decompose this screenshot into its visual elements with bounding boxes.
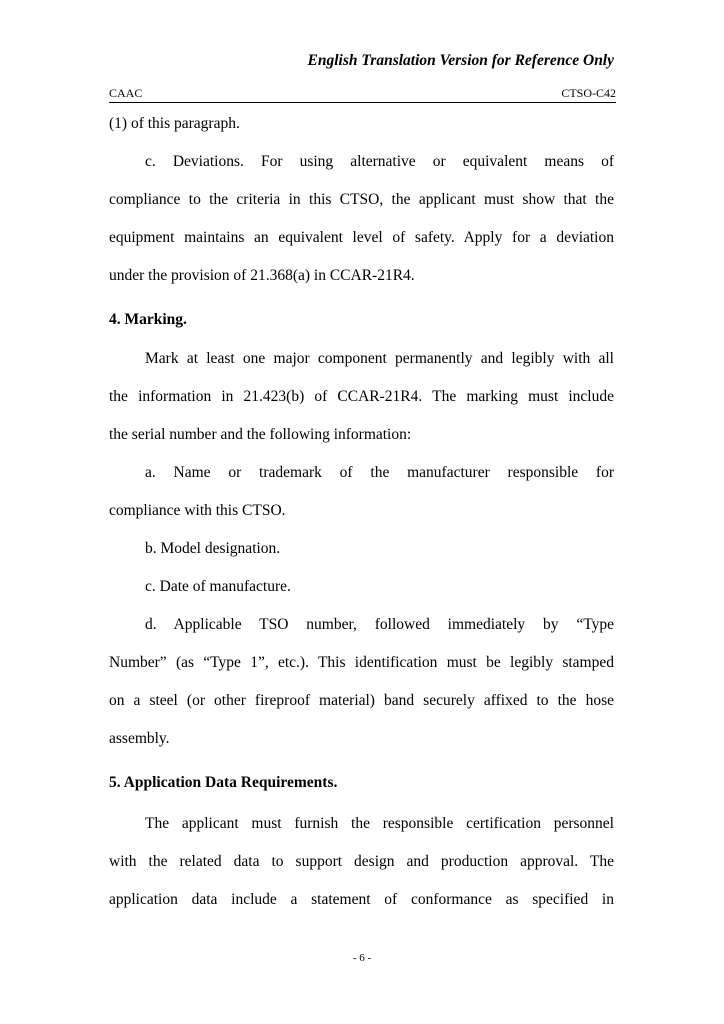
paragraph-line: b. Model designation. bbox=[145, 540, 281, 557]
paragraph-line: (1) of this paragraph. bbox=[109, 115, 240, 132]
paragraph-line: the serial number and the following information: bbox=[109, 426, 412, 443]
document-header-title: English Translation Version for Reference Only bbox=[307, 52, 614, 69]
paragraph-line: a. Name or trademark of the manufacturer responsible for bbox=[145, 464, 614, 481]
paragraph-line: c. Deviations. For using alternative or equivalent means of bbox=[145, 153, 614, 170]
header-document-code: CTSO-C42 bbox=[561, 86, 616, 100]
paragraph-line: compliance with this CTSO. bbox=[109, 502, 286, 519]
section-heading-marking: 4. Marking. bbox=[109, 311, 187, 328]
paragraph-line: application data include a statement of conformance as specified in bbox=[109, 891, 614, 908]
section-heading-application-data: 5. Application Data Requirements. bbox=[109, 774, 338, 791]
paragraph-line: The applicant must furnish the responsible certification personnel bbox=[145, 815, 614, 832]
page-number: - 6 - bbox=[352, 952, 372, 964]
paragraph-line: d. Applicable TSO number, followed immediately by “Type bbox=[145, 616, 614, 633]
header-organization: CAAC bbox=[109, 86, 143, 100]
paragraph-line: the information in 21.423(b) of CCAR-21R4. The marking must include bbox=[109, 388, 614, 405]
paragraph-line: with the related data to support design and production approval. The bbox=[109, 853, 614, 870]
paragraph-line: assembly. bbox=[109, 730, 170, 747]
paragraph-line: on a steel (or other fireproof material) band securely affixed to the hose bbox=[109, 692, 614, 709]
paragraph-line: Mark at least one major component permanently and legibly with all bbox=[145, 350, 614, 367]
paragraph-line: Number” (as “Type 1”, etc.). This identification must be legibly stamped bbox=[109, 654, 614, 671]
paragraph-line: equipment maintains an equivalent level of safety. Apply for a deviation bbox=[109, 229, 614, 246]
paragraph-line: under the provision of 21.368(a) in CCAR-21R4. bbox=[109, 267, 415, 284]
paragraph-line: compliance to the criteria in this CTSO, the applicant must show that the bbox=[109, 191, 614, 208]
document-header-row bbox=[109, 86, 616, 103]
paragraph-line: c. Date of manufacture. bbox=[145, 578, 291, 595]
